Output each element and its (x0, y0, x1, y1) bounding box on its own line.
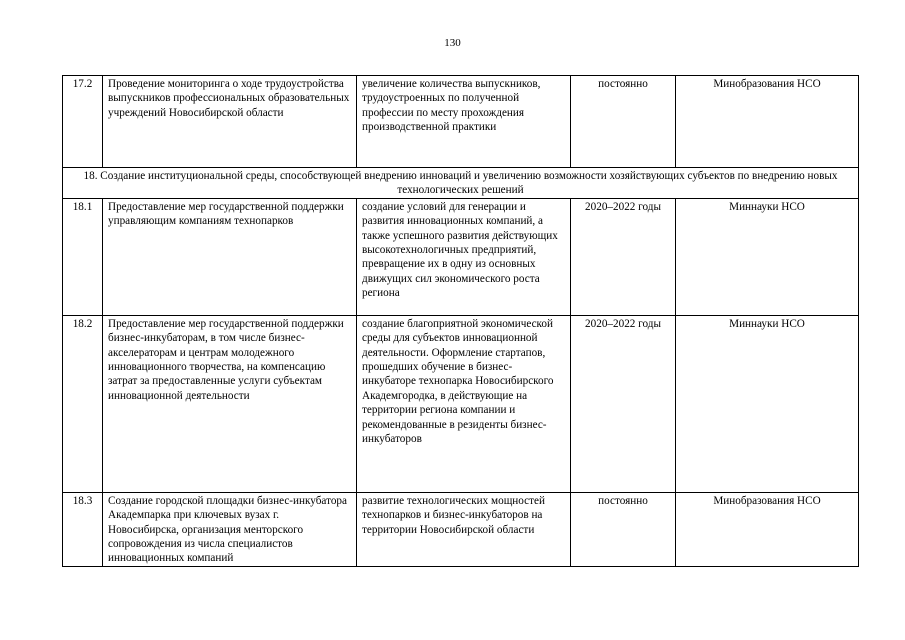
measure-cell: Создание городской площадки бизнес-инкубатора Академпарка при ключевых вузах г. Новосибирска, организация менторского сопровождения из числа специалистов инновационных компаний (103, 492, 357, 566)
table-row (63, 198, 859, 315)
executor-cell: Миннауки НСО (676, 315, 859, 492)
row-number: 18.1 (63, 198, 103, 315)
measure-cell: Предоставление мер государственной поддержки управляющим компаниям технопарков (103, 198, 357, 315)
term-cell: постоянно (571, 76, 676, 168)
result-cell: создание условий для генерации и развития инновационных компаний, а также успешного развития действующих высокотехнологичных предприятий, превращение их в одну из основных движущих сил экономического роста региона (357, 198, 571, 315)
row-number: 17.2 (63, 76, 103, 168)
measure-cell: Предоставление мер государственной поддержки бизнес-инкубаторам, в том числе бизнес-акселераторам и центрам молодежного инновационного творчества, на компенсацию затрат за предоставленные услуги субъектам инновационной деятельности (103, 315, 357, 492)
row-number: 18.3 (63, 492, 103, 566)
table-row (63, 76, 859, 168)
section-header-row (63, 168, 859, 199)
measure-cell: Проведение мониторинга о ходе трудоустройства выпускников профессиональных образовательных учреждений Новосибирской области (103, 76, 357, 168)
result-cell: развитие технологических мощностей технопарков и бизнес-инкубаторов на территории Новосибирской области (357, 492, 571, 566)
executor-cell: Минобразования НСО (676, 492, 859, 566)
table-row (63, 492, 859, 566)
result-cell: увеличение количества выпускников, трудоустроенных по полученной профессии по месту прохождения производственной практики (357, 76, 571, 168)
term-cell: 2020–2022 годы (571, 198, 676, 315)
executor-cell: Минобразования НСО (676, 76, 859, 168)
action-plan-table (62, 75, 859, 567)
row-number: 18.2 (63, 315, 103, 492)
term-cell: 2020–2022 годы (571, 315, 676, 492)
table-row (63, 315, 859, 492)
page-number: 130 (444, 37, 461, 49)
section-title: 18. Создание институциональной среды, способствующей внедрению инноваций и увеличению возможности хозяйствующих субъектов по внедрению новых технологических решений (63, 168, 859, 199)
result-cell: создание благоприятной экономической среды для субъектов инновационной деятельности. Оформление стартапов, прошедших обучение в бизнес-инкубаторе технопарка Новосибирского Академгородка, в действующие на территории региона компании и рекомендованные в резиденты бизнес-инкубаторов (357, 315, 571, 492)
executor-cell: Миннауки НСО (676, 198, 859, 315)
term-cell: постоянно (571, 492, 676, 566)
